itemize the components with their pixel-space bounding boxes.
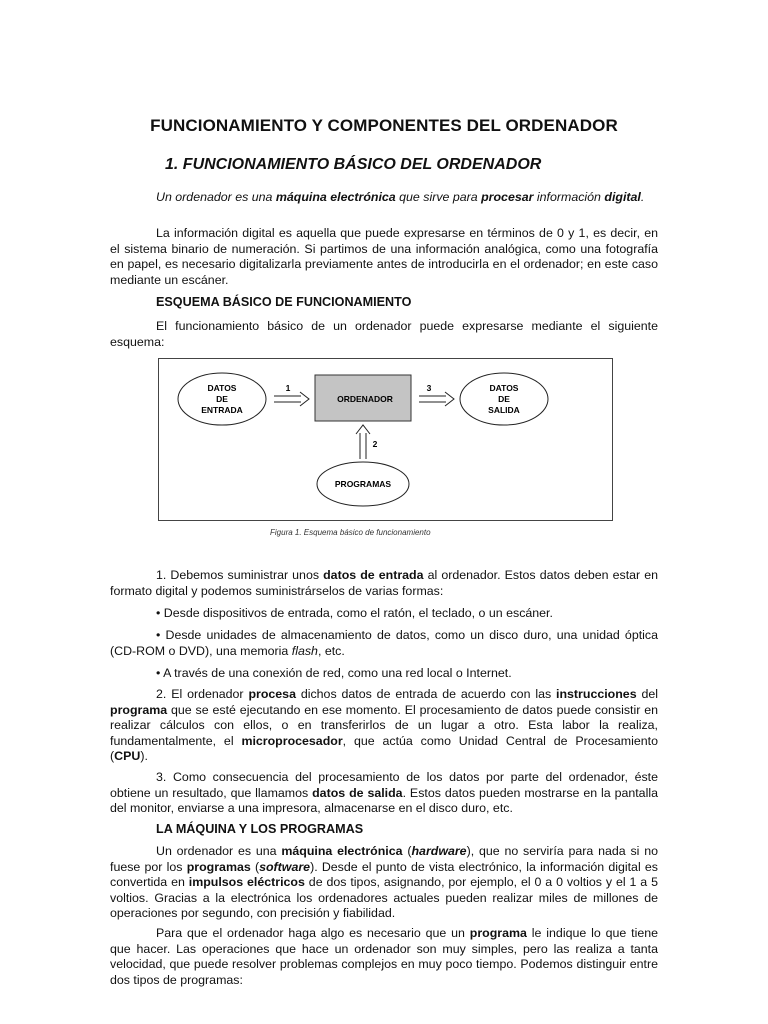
- paragraph-programs: Para que el ordenador haga algo es necesario que un programa le indique lo que tiene que hacer. Las operaciones que hace un ordenador son muy simples, pero las realiza a tanta velocidad, que puede resolver problemas complejos en muy poco tiempo. Podemos distinguir entre dos tipos de programas:: [110, 926, 658, 987]
- paragraph-esquema-intro: El funcionamiento básico de un ordenador puede expresarse mediante el siguiente esquema:: [110, 319, 658, 349]
- heading-maquina: LA MÁQUINA Y LOS PROGRAMAS: [156, 822, 364, 836]
- output-label-line2: DE: [498, 394, 510, 404]
- programs-label: PROGRAMAS: [334, 479, 392, 489]
- arrow-3-label: 3: [426, 383, 432, 393]
- document-title: FUNCIONAMIENTO Y COMPONENTES DEL ORDENADOR: [150, 116, 618, 135]
- input-label-line2: DE: [216, 394, 228, 404]
- arrow-3: [419, 392, 454, 406]
- arrow-1-label: 1: [285, 383, 291, 393]
- paragraph-digital-info: La información digital es aquella que puede expresarse en términos de 0 y 1, es decir, en el sistema binario de numeración. Si partimos de una información analógica, como una fotografía en papel, es necesario digitalizarla previamente antes de introducirla en el ordenador; en este caso mediante un escáner.: [110, 226, 658, 287]
- paragraph-hardware-software: Un ordenador es una máquina electrónica (hardware), que no serviría para nada si no fuese por los programas (software). Desde el punto de vista electrónico, la información digital es convertida en impulsos eléctricos de dos tipos, asignando, por ejemplo, el 0 a 0 voltios y el 1 a 5 voltios. Gracias a la electrónica los ordenadores actuales pueden realizar miles de millones de operaciones por segundo, con precisión y fiabilidad.: [110, 844, 658, 920]
- output-label-line3: SALIDA: [488, 405, 520, 415]
- bullet-storage-units: • Desde unidades de almacenamiento de datos, como un disco duro, una unidad óptica (CD-ROM o DVD), una memoria flash, etc.: [110, 628, 658, 658]
- figure-caption: Figura 1. Esquema básico de funcionamiento: [270, 528, 431, 537]
- arrow-1: [274, 392, 309, 406]
- diagram-basic-scheme: [158, 358, 613, 521]
- paragraph-input-data: 1. Debemos suministrar unos datos de entrada al ordenador. Estos datos deben estar en formato digital y podemos suministrárselos de varias formas:: [110, 568, 659, 598]
- arrow-2-label: 2: [372, 439, 378, 449]
- section-title: 1. FUNCIONAMIENTO BÁSICO DEL ORDENADOR: [165, 156, 542, 173]
- bullet-network: • A través de una conexión de red, como una red local o Internet.: [156, 666, 512, 680]
- paragraph-processing: 2. El ordenador procesa dichos datos de entrada de acuerdo con las instrucciones del programa que se esté ejecutando en ese momento. El procesamiento de datos puede consistir en realizar cálculos con ellos, o en transferirlos de un lugar a otro. Esta labor la realiza, fundamentalmente, el microprocesador, que actúa como Unidad Central de Procesamiento (CPU).: [110, 687, 659, 763]
- computer-label: ORDENADOR: [337, 394, 393, 404]
- input-label-line1: DATOS: [207, 383, 237, 393]
- input-label-line3: ENTRADA: [201, 405, 243, 415]
- output-label-line1: DATOS: [489, 383, 519, 393]
- paragraph-intro: Un ordenador es una máquina electrónica que sirve para procesar información digital.: [156, 190, 645, 204]
- bullet-input-devices: • Desde dispositivos de entrada, como el ratón, el teclado, o un escáner.: [156, 606, 553, 620]
- paragraph-output-data: 3. Como consecuencia del procesamiento de los datos por parte del ordenador, éste obtiene un resultado, que llamamos datos de salida. Estos datos pueden mostrarse en la pantalla del monitor, enviarse a una impresora, almacenarse en el disco duro, etc.: [110, 770, 658, 815]
- arrow-2: [356, 425, 370, 459]
- heading-esquema: ESQUEMA BÁSICO DE FUNCIONAMIENTO: [156, 295, 412, 309]
